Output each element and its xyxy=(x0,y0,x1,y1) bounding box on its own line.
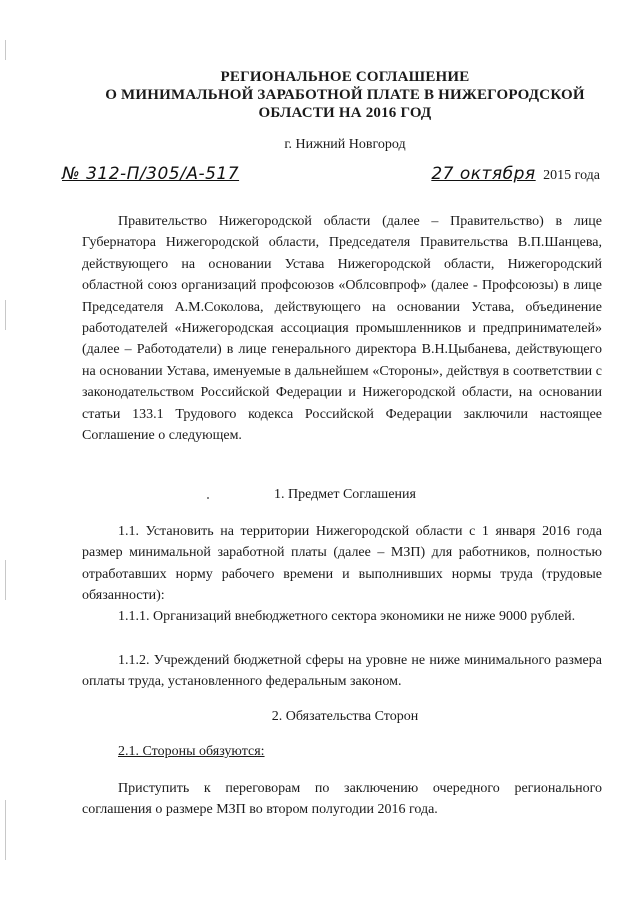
scan-edge-mark xyxy=(5,40,6,60)
section-2-heading: 2. Обязательства Сторон xyxy=(271,709,419,724)
scan-edge-mark xyxy=(5,800,6,860)
title-line-3: ОБЛАСТИ НА 2016 ГОД xyxy=(258,105,432,121)
scan-edge-mark xyxy=(5,560,6,600)
document-title xyxy=(60,68,630,122)
title-line-2: О МИНИМАЛЬНОЙ ЗАРАБОТНОЙ ПЛАТЕ В НИЖЕГОРОДСКОЙ xyxy=(105,87,585,103)
document-date xyxy=(431,164,600,184)
scan-edge-mark xyxy=(5,300,6,330)
title-line-1: РЕГИОНАЛЬНОЕ СОГЛАШЕНИЕ xyxy=(220,69,470,85)
section-1-heading: 1. Предмет Соглашения xyxy=(274,487,416,502)
preamble-paragraph: Правительство Нижегородской области (далее – Правительство) в лице Губернатора Нижегородской области, Председателя Правительства В.П.Шанцева, действующего на основании Устава Нижегородской области, Нижегородский областной союз организаций профсоюзов «Облсовпроф» (далее - Профсоюзы) в лице Председателя А.М.Соколова, действующего на основании Устава, объединение работодателей «Нижегородская ассоциация промышленников и предпринимателей» (далее – Работодатели) в лице генерального директора В.Н.Цыбанева, действующего на основании Устава, именуемые в дальнейшем «Стороны», действуя в соответствии с законодательством Российской Федерации и Нижегородской области, на основании статьи 133.1 Трудового кодекса Российской Федерации заключили настоящее Соглашение о следующем. xyxy=(82,214,602,444)
date-handwritten: 27 октября xyxy=(431,164,536,184)
clause-1-1-2: 1.1.2. Учреждений бюджетной сферы на уровне не ниже минимального размера оплаты труда, установленного федеральным законом. xyxy=(82,653,602,690)
clause-2-1-heading: 2.1. Стороны обязуются: xyxy=(118,744,265,759)
clause-2-1-text: Приступить к переговорам по заключению очередного регионального соглашения о размере МЗП во втором полугодии 2016 года. xyxy=(82,781,602,818)
clause-1-1: 1.1. Установить на территории Нижегородской области с 1 января 2016 года размер минимальной заработной платы (далее – МЗП) для работников, полностью отработавших норму рабочего времени и выполнивших нормы труда (трудовые обязанности): xyxy=(82,524,602,604)
city-line: г. Нижний Новгород xyxy=(284,137,406,152)
document-number: № 312-П/305/А-517 xyxy=(62,164,240,184)
clause-1-1-1: 1.1.1. Организаций внебюджетного сектора экономики не ниже 9000 рублей. xyxy=(118,609,576,624)
date-year: 2015 года xyxy=(543,168,600,183)
